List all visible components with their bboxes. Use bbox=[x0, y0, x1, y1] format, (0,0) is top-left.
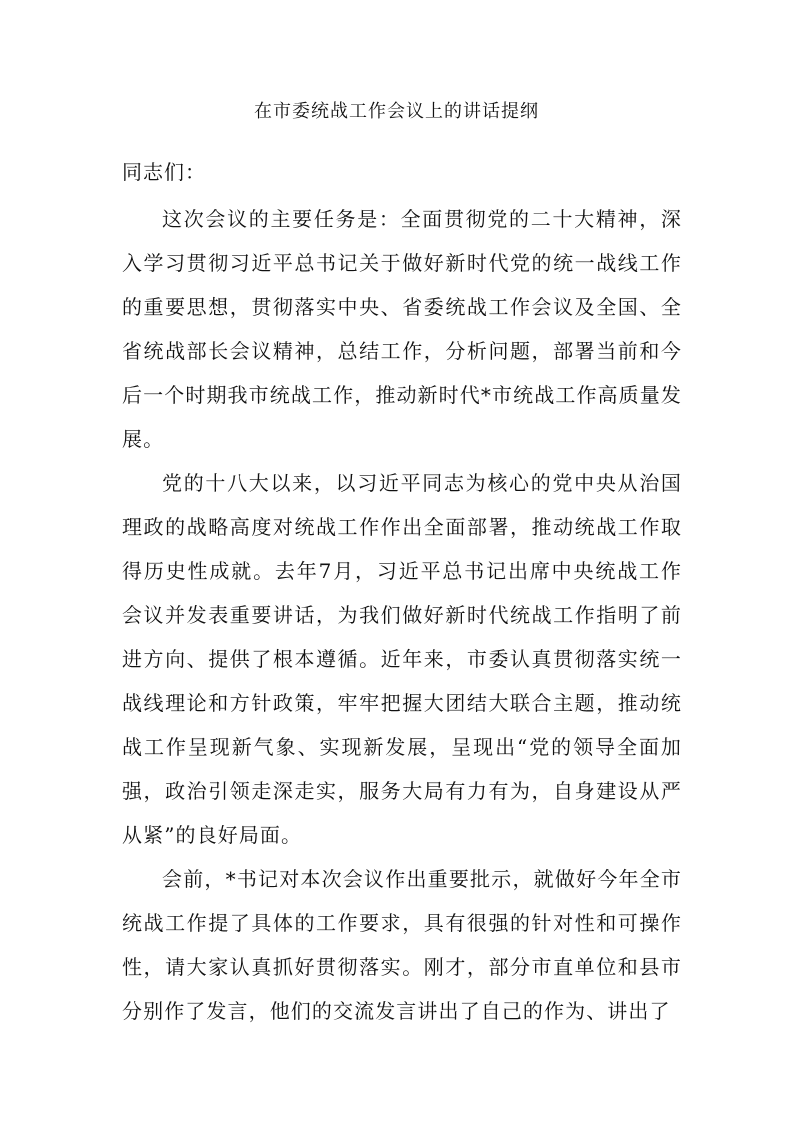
salutation: 同志们： bbox=[122, 160, 206, 184]
document-title: 在市委统战工作会议上的讲话提纲 bbox=[254, 101, 539, 122]
document-body bbox=[122, 150, 682, 1033]
paragraph-2: 党的十八大以来，以习近平同志为核心的党中央从治国理政的战略高度对统战工作作出全面部署，推动统战工作取得历史性成就。去年7月，习近平总书记出席中央统战工作会议并发表重要讲话，为我们做好新时代统战工作指明了前进方向、提供了根本遵循。近年来，市委认真贯彻落实统一战线理论和方针政策，牢牢把握大团结大联合主题，推动统战工作呈现新气象、实现新发展，呈现出“党的领导全面加强，政治引领走深走实，服务大局有力有为，自身建设从严从紧”的良好局面。 bbox=[122, 471, 682, 847]
paragraph-3: 会前，*书记对本次会议作出重要批示，就做好今年全市统战工作提了具体的工作要求，具有很强的针对性和可操作性，请大家认真抓好贯彻落实。刚才，部分市直单位和县市分别作了发言，他们的交流发言讲出了自己的作为、讲出了 bbox=[122, 867, 682, 1023]
paragraph-1: 这次会议的主要任务是：全面贯彻党的二十大精神，深入学习贯彻习近平总书记关于做好新时代党的统一战线工作的重要思想，贯彻落实中央、省委统战工作会议及全国、全省统战部长会议精神，总结工作，分析问题，部署当前和今后一个时期我市统战工作，推动新时代*市统战工作高质量发展。 bbox=[122, 207, 682, 451]
